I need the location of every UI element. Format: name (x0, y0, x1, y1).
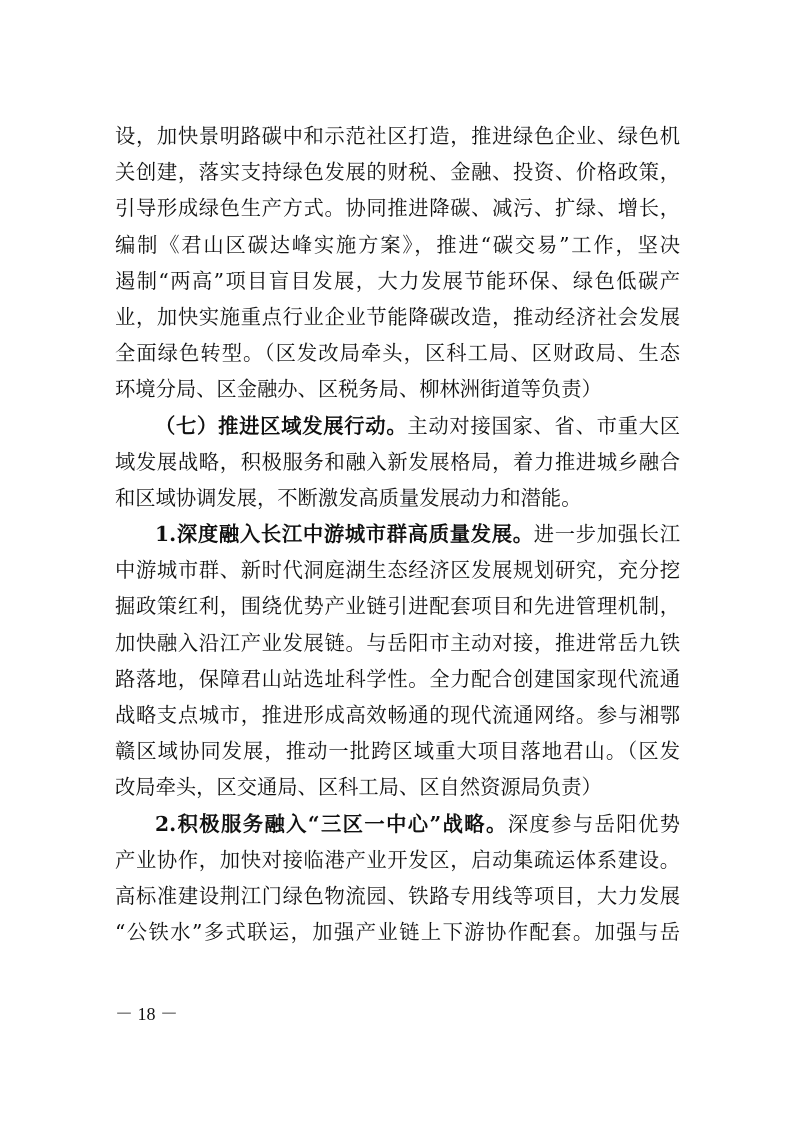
body-line-22: 高标准建设荆江门绿色物流园、铁路专用线等项目，大力发展 (115, 883, 680, 908)
body-line-13: 中游城市群、新时代洞庭湖生态经济区发展规划研究，充分挖 (115, 558, 680, 583)
section-7-intro: 主动对接国家、省、市重大区 (407, 413, 680, 438)
body-line-19: 改局牵头，区交通局、区科工局、区自然资源局负责） (115, 775, 602, 800)
body-line-1: 设，加快景明路碳中和示范社区打造，推进绿色企业、绿色机 (115, 124, 680, 148)
body-line-11: 和区域协调发展，不断激发高质量发展动力和潜能。 (115, 485, 582, 510)
body-line-2: 关创建，落实支持绿色发展的财税、金融、投资、价格政策， (115, 160, 680, 185)
item-2-intro: 深度参与岳阳优势 (507, 811, 680, 836)
body-line-17: 战略支点城市，推进形成高效畅通的现代流通网络。参与湘鄂 (115, 703, 680, 727)
body-line-23: “公铁水”多式联运，加强产业链上下游协作配套。加强与岳 (115, 920, 680, 945)
body-line-10: 域发展战略，积极服务和融入新发展格局，着力推进城乡融合 (115, 449, 680, 474)
item-1-intro: 进一步加强长江 (533, 522, 680, 547)
section-7-heading: （七）推进区域发展行动。 (155, 413, 408, 438)
item-1-heading-line (115, 516, 680, 552)
body-line-4: 编制《君山区碳达峰实施方案》，推进“碳交易”工作，坚决 (115, 232, 680, 257)
item-2-heading: 2.积极服务融入“三区一中心”战略。 (155, 811, 508, 836)
body-line-18: 赣区域协同发展，推动一批跨区域重大项目落地君山。（区发 (115, 739, 680, 764)
body-line-8: 环境分局、区金融办、区税务局、柳林洲街道等负责） (115, 377, 602, 402)
item-2-heading-line (115, 806, 680, 842)
body-line-21: 产业协作，加快对接临港产业开发区，启动集疏运体系建设。 (115, 847, 680, 872)
body-line-5: 遏制“两高”项目盲目发展，大力发展节能环保、绿色低碳产 (115, 268, 680, 293)
body-line-16: 路落地，保障君山站选址科学性。全力配合创建国家现代流通 (115, 666, 680, 691)
body-line-7: 全面绿色转型。（区发改局牵头，区科工局、区财政局、生态 (115, 341, 680, 366)
body-line-6: 业，加快实施重点行业企业节能降碳改造，推动经济社会发展 (115, 304, 680, 329)
body-line-3: 引导形成绿色生产方式。协同推进降碳、减污、扩绿、增长， (115, 196, 680, 221)
document-body (115, 118, 680, 950)
section-7-heading-line (115, 408, 680, 444)
body-line-14: 掘政策红利，围绕优势产业链引进配套项目和先进管理机制， (115, 594, 680, 619)
page-number: － 18 － (115, 1004, 178, 1024)
item-1-heading: 1.深度融入长江中游城市群高质量发展。 (155, 522, 534, 547)
body-line-15: 加快融入沿江产业发展链。与岳阳市主动对接，推进常岳九铁 (115, 630, 680, 655)
